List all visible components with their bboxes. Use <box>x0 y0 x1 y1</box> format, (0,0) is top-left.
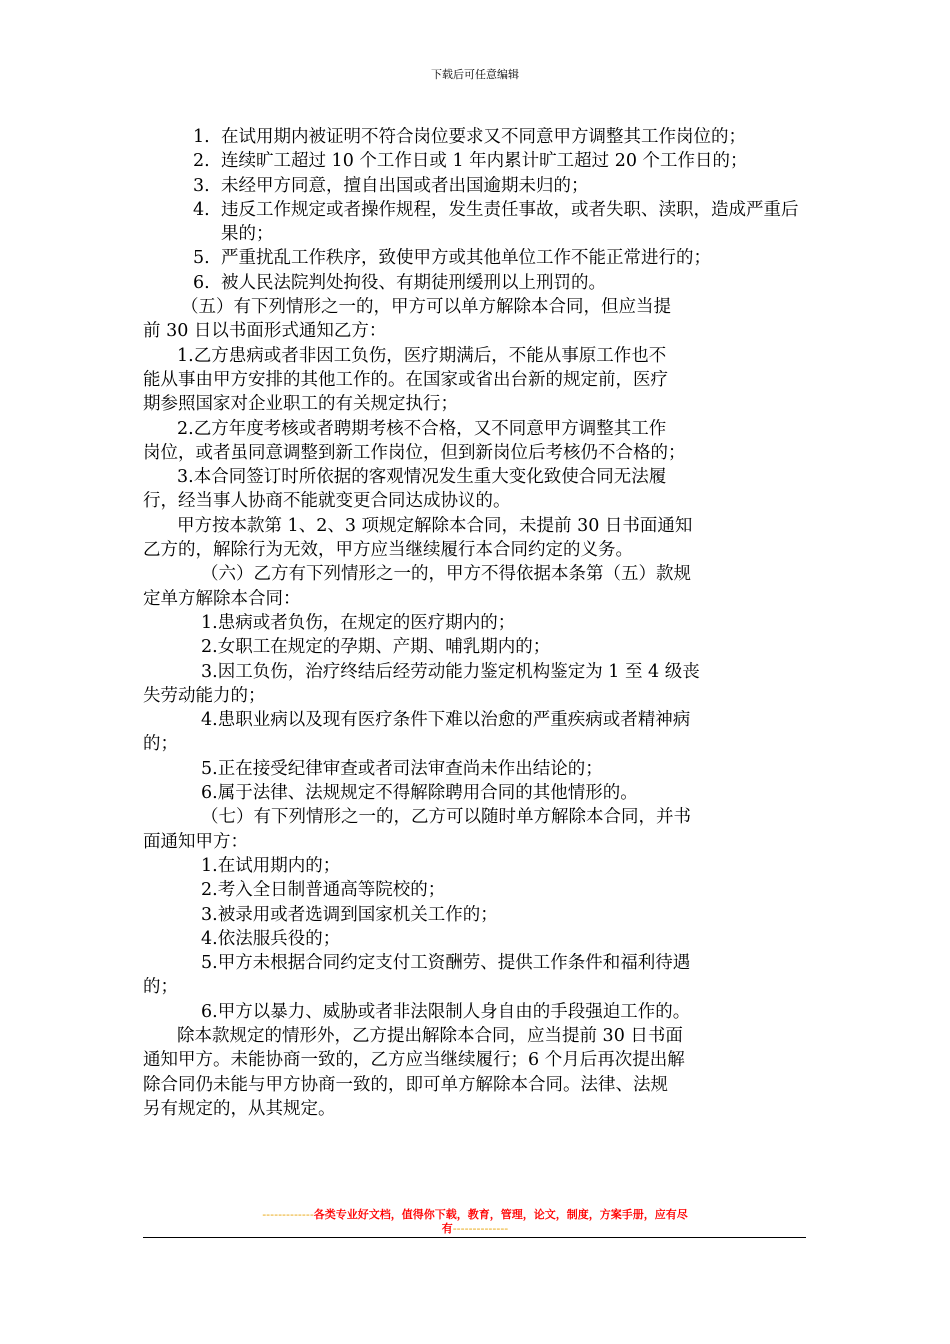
section-7-item-5: 5.甲方未根据合同约定支付工资酬劳、提供工作条件和福利待遇 <box>201 953 691 974</box>
section-7-heading: （七）有下列情形之一的，乙方可以随时单方解除本合同，并书 <box>201 807 691 828</box>
section-5-item-2-cont: 岗位，或者虽同意调整到新工作岗位，但到新岗位后考核仍不合格的； <box>143 442 686 463</box>
section-5-item-1-cont: 能从事由甲方安排的其他工作的。在国家或省出台新的规定前，医疗 <box>143 369 668 390</box>
footer-text-end: 有 <box>441 1222 453 1235</box>
section-7-item-3: 3.被录用或者选调到国家机关工作的； <box>201 904 498 925</box>
list-item: 3. 未经甲方同意，擅自出国或者出国逾期未归的； <box>193 175 589 196</box>
section-6-item-3-cont: 失劳动能力的； <box>143 685 266 706</box>
section-5-heading-cont: 前 30 日以书面形式通知乙方： <box>143 321 387 342</box>
section-7-closing-cont: 除合同仍未能与甲方协商一致的，即可单方解除本合同。法律、法规 <box>143 1074 668 1095</box>
section-5-item-1-cont: 期参照国家对企业职工的有关规定执行； <box>143 394 458 415</box>
list-item: 4. 违反工作规定或者操作规程，发生责任事故，或者失职、渎职，造成严重后果的； <box>193 199 799 245</box>
footer-line-1 <box>175 1208 775 1222</box>
footer-dash-left: ------------- <box>262 1208 314 1221</box>
page-footer-banner <box>175 1208 775 1236</box>
section-6-heading: （六）乙方有下列情形之一的，甲方不得依据本条第（五）款规 <box>201 564 691 585</box>
section-7-item-1: 1.在试用期内的； <box>201 855 341 876</box>
page-header: 下载后可任意编辑 <box>431 68 519 81</box>
section-6-heading-cont: 定单方解除本合同： <box>143 588 301 609</box>
section-6-item-5: 5.正在接受纪律审查或者司法审查尚未作出结论的； <box>201 758 603 779</box>
section-6-item-2: 2.女职工在规定的孕期、产期、哺乳期内的； <box>201 637 551 658</box>
list-item: 2. 连续旷工超过 10 个工作日或 1 年内累计旷工超过 20 个工作日的； <box>193 151 748 172</box>
footer-dash-right: -------------- <box>452 1222 509 1235</box>
footer-divider <box>143 1237 806 1238</box>
section-5-note-cont: 乙方的，解除行为无效，甲方应当继续履行本合同约定的义务。 <box>143 540 633 561</box>
section-5-item-3-cont: 行，经当事人协商不能就变更合同达成协议的。 <box>143 491 511 512</box>
section-6-item-4-cont: 的； <box>143 734 178 755</box>
list-item: 1. 在试用期内被证明不符合岗位要求又不同意甲方调整其工作岗位的； <box>193 127 746 147</box>
section-5-item-3: 3.本合同签订时所依据的客观情况发生重大变化致使合同无法履 <box>177 467 667 488</box>
section-5-heading: （五）有下列情形之一的，甲方可以单方解除本合同，但应当提 <box>181 297 671 318</box>
section-6-item-1: 1.患病或者负伤，在规定的医疗期内的； <box>201 612 516 633</box>
section-7-closing: 除本款规定的情形外，乙方提出解除本合同，应当提前 30 日书面 <box>177 1025 683 1046</box>
document-body <box>143 125 810 1121</box>
footer-text: 各类专业好文档，值得你下载，教育，管理，论文，制度，方案手册，应有尽 <box>313 1208 688 1221</box>
dismissal-conditions-list <box>143 125 810 295</box>
section-7-closing-cont: 另有规定的，从其规定。 <box>143 1098 336 1119</box>
footer-line-2 <box>175 1222 775 1236</box>
section-7-item-2: 2.考入全日制普通高等院校的； <box>201 880 446 901</box>
section-7-heading-cont: 面通知甲方： <box>143 831 248 852</box>
section-5-item-1: 1.乙方患病或者非因工负伤，医疗期满后，不能从事原工作也不 <box>177 345 667 366</box>
section-6-item-6: 6.属于法律、法规规定不得解除聘用合同的其他情形的。 <box>201 783 638 804</box>
list-item: 5. 严重扰乱工作秩序，致使甲方或其他单位工作不能正常进行的； <box>193 248 711 269</box>
section-6-item-4: 4.患职业病以及现有医疗条件下难以治愈的严重疾病或者精神病 <box>201 710 691 731</box>
list-item: 6. 被人民法院判处拘役、有期徒刑缓刑以上刑罚的。 <box>193 272 606 293</box>
section-7-item-5-cont: 的； <box>143 977 178 998</box>
section-7-item-4: 4.依法服兵役的； <box>201 928 341 949</box>
section-5-note: 甲方按本款第 1、2、3 项规定解除本合同，未提前 30 日书面通知 <box>177 515 693 536</box>
section-5-item-2: 2.乙方年度考核或者聘期考核不合格，又不同意甲方调整其工作 <box>177 418 667 439</box>
section-7-closing-cont: 通知甲方。未能协商一致的，乙方应当继续履行；6 个月后再次提出解 <box>143 1050 685 1071</box>
section-7-item-6: 6.甲方以暴力、威胁或者非法限制人身自由的手段强迫工作的。 <box>201 1001 691 1022</box>
section-6-item-3: 3.因工负伤，治疗终结后经劳动能力鉴定机构鉴定为 1 至 4 级丧 <box>201 661 700 682</box>
